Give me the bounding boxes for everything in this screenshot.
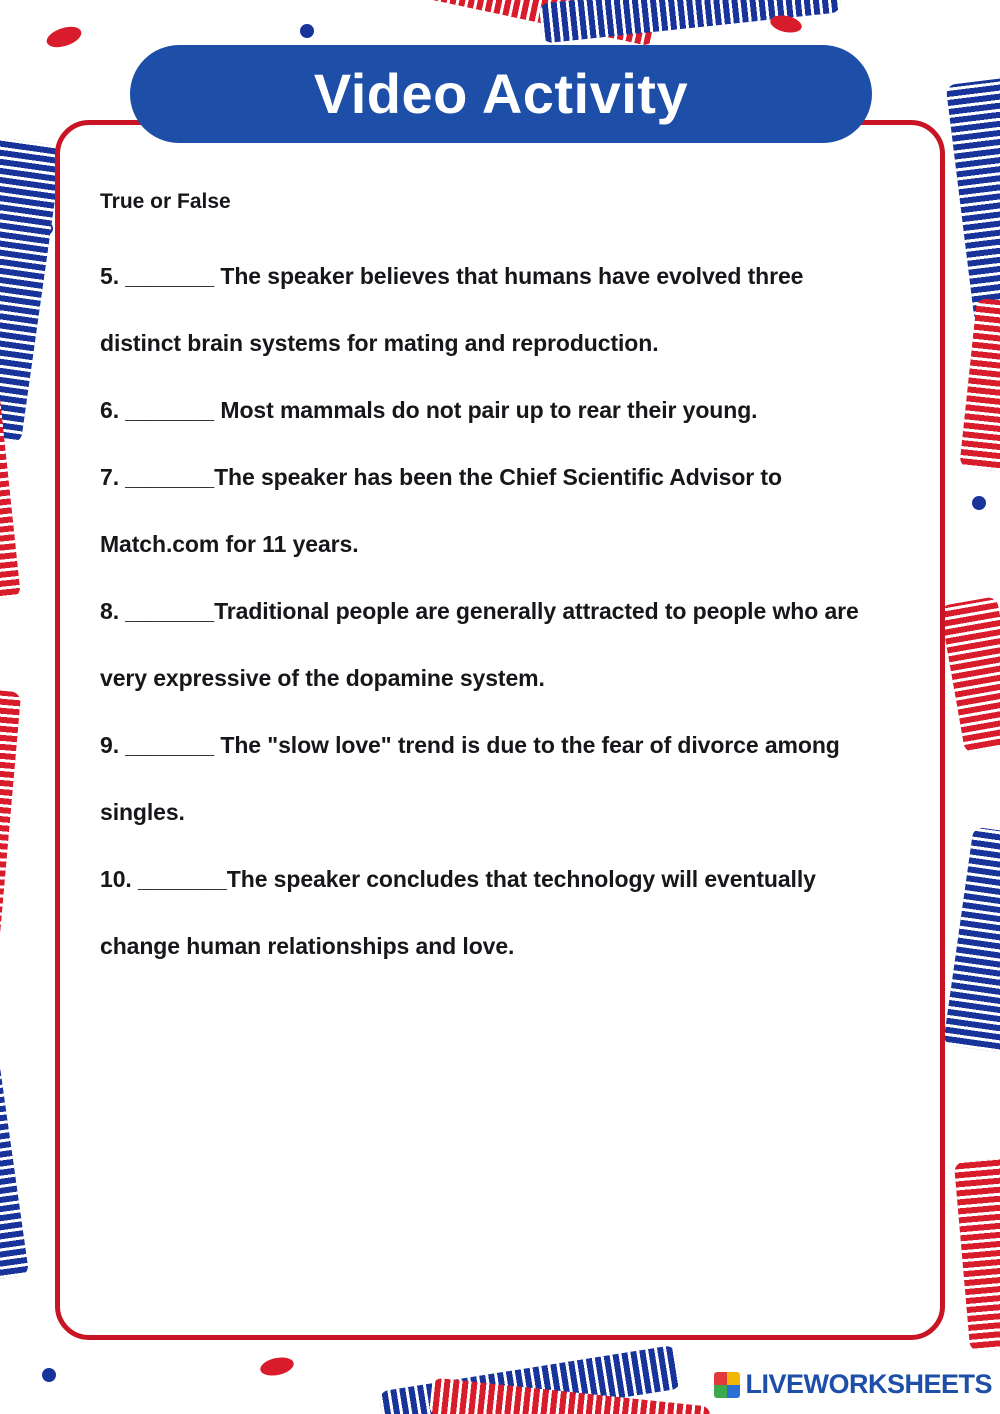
decor-dot (259, 1355, 296, 1379)
decor-ruler (954, 1158, 1000, 1352)
decor-ruler (943, 827, 1000, 1054)
question-item: 10. _______The speaker concludes that technology will eventually change human relationships and love. (100, 866, 816, 960)
decor-ruler (946, 77, 1000, 324)
question-item: 8. _______Traditional people are generally attracted to people who are very expressive of the dopamine system. (100, 598, 859, 692)
decor-ruler (0, 137, 63, 444)
liveworksheets-brand (714, 1369, 992, 1400)
worksheet-content (100, 190, 870, 980)
question-item: 6. _______ Most mammals do not pair up to rear their young. (100, 397, 758, 424)
decor-dot (972, 496, 986, 510)
decor-dot (44, 23, 84, 51)
decor-ruler (959, 298, 1000, 472)
question-item: 7. _______The speaker has been the Chief Scientific Advisor to Match.com for 11 years. (100, 464, 782, 558)
question-item: 5. _______ The speaker believes that humans have evolved three distinct brain systems for mating and reproduction. (100, 263, 804, 357)
decor-dot (300, 24, 314, 38)
decor-ruler (0, 997, 29, 1282)
decor-ruler (939, 596, 1000, 754)
page-title: Video Activity (313, 62, 689, 125)
decor-dot (42, 1368, 56, 1382)
section-label: True or False (100, 190, 231, 213)
brand-label: LIVEWORKSHEETS (745, 1369, 992, 1399)
question-item: 9. _______ The "slow love" trend is due to the fear of divorce among singles. (100, 732, 840, 826)
worksheet-title-banner (130, 45, 872, 143)
decor-ruler (0, 689, 21, 952)
liveworksheets-logo-icon (714, 1372, 740, 1398)
